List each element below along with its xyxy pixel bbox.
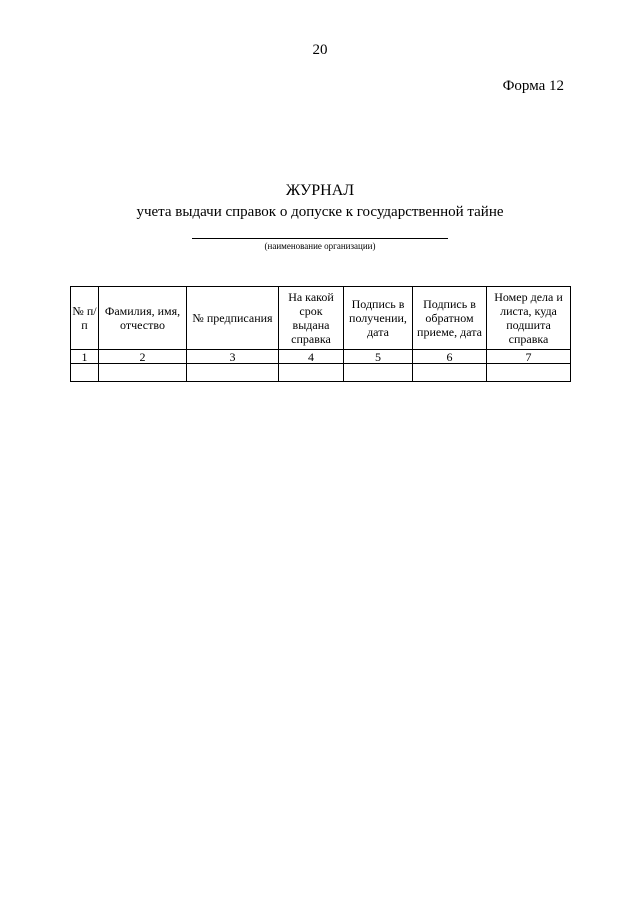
- column-number: 1: [71, 350, 99, 364]
- table-header-row: [71, 287, 571, 350]
- header-file-number: Номер дела и листа, куда подшита справка: [487, 287, 571, 350]
- column-number: 7: [487, 350, 571, 364]
- document-title: ЖУРНАЛ: [285, 182, 355, 199]
- table-cell: [487, 364, 571, 382]
- header-full-name: Фамилия, имя, отчество: [99, 287, 187, 350]
- column-number: 5: [344, 350, 413, 364]
- header-order-number: № предписания: [187, 287, 279, 350]
- document-subtitle: учета выдачи справок о допуске к государственной тайне: [136, 204, 504, 220]
- table-cell: [71, 364, 99, 382]
- column-number: 6: [413, 350, 487, 364]
- table-cell: [344, 364, 413, 382]
- table-cell: [279, 364, 344, 382]
- table-row: [71, 364, 571, 382]
- header-validity-period: На какой срок выдана справка: [279, 287, 344, 350]
- header-receipt-signature: Подпись в получении, дата: [344, 287, 413, 350]
- column-number: 2: [99, 350, 187, 364]
- column-number: 3: [187, 350, 279, 364]
- table-cell: [187, 364, 279, 382]
- table-cell: [99, 364, 187, 382]
- organization-name-line: [192, 238, 448, 239]
- header-row-number: № п/п: [71, 287, 99, 350]
- journal-table: [70, 286, 571, 382]
- page-number: 20: [312, 42, 328, 58]
- column-number: 4: [279, 350, 344, 364]
- table-cell: [413, 364, 487, 382]
- organization-caption: (наименование организации): [264, 241, 376, 251]
- header-return-signature: Подпись в обратном приеме, дата: [413, 287, 487, 350]
- form-label: Форма 12: [502, 78, 564, 94]
- column-number-row: [71, 350, 571, 364]
